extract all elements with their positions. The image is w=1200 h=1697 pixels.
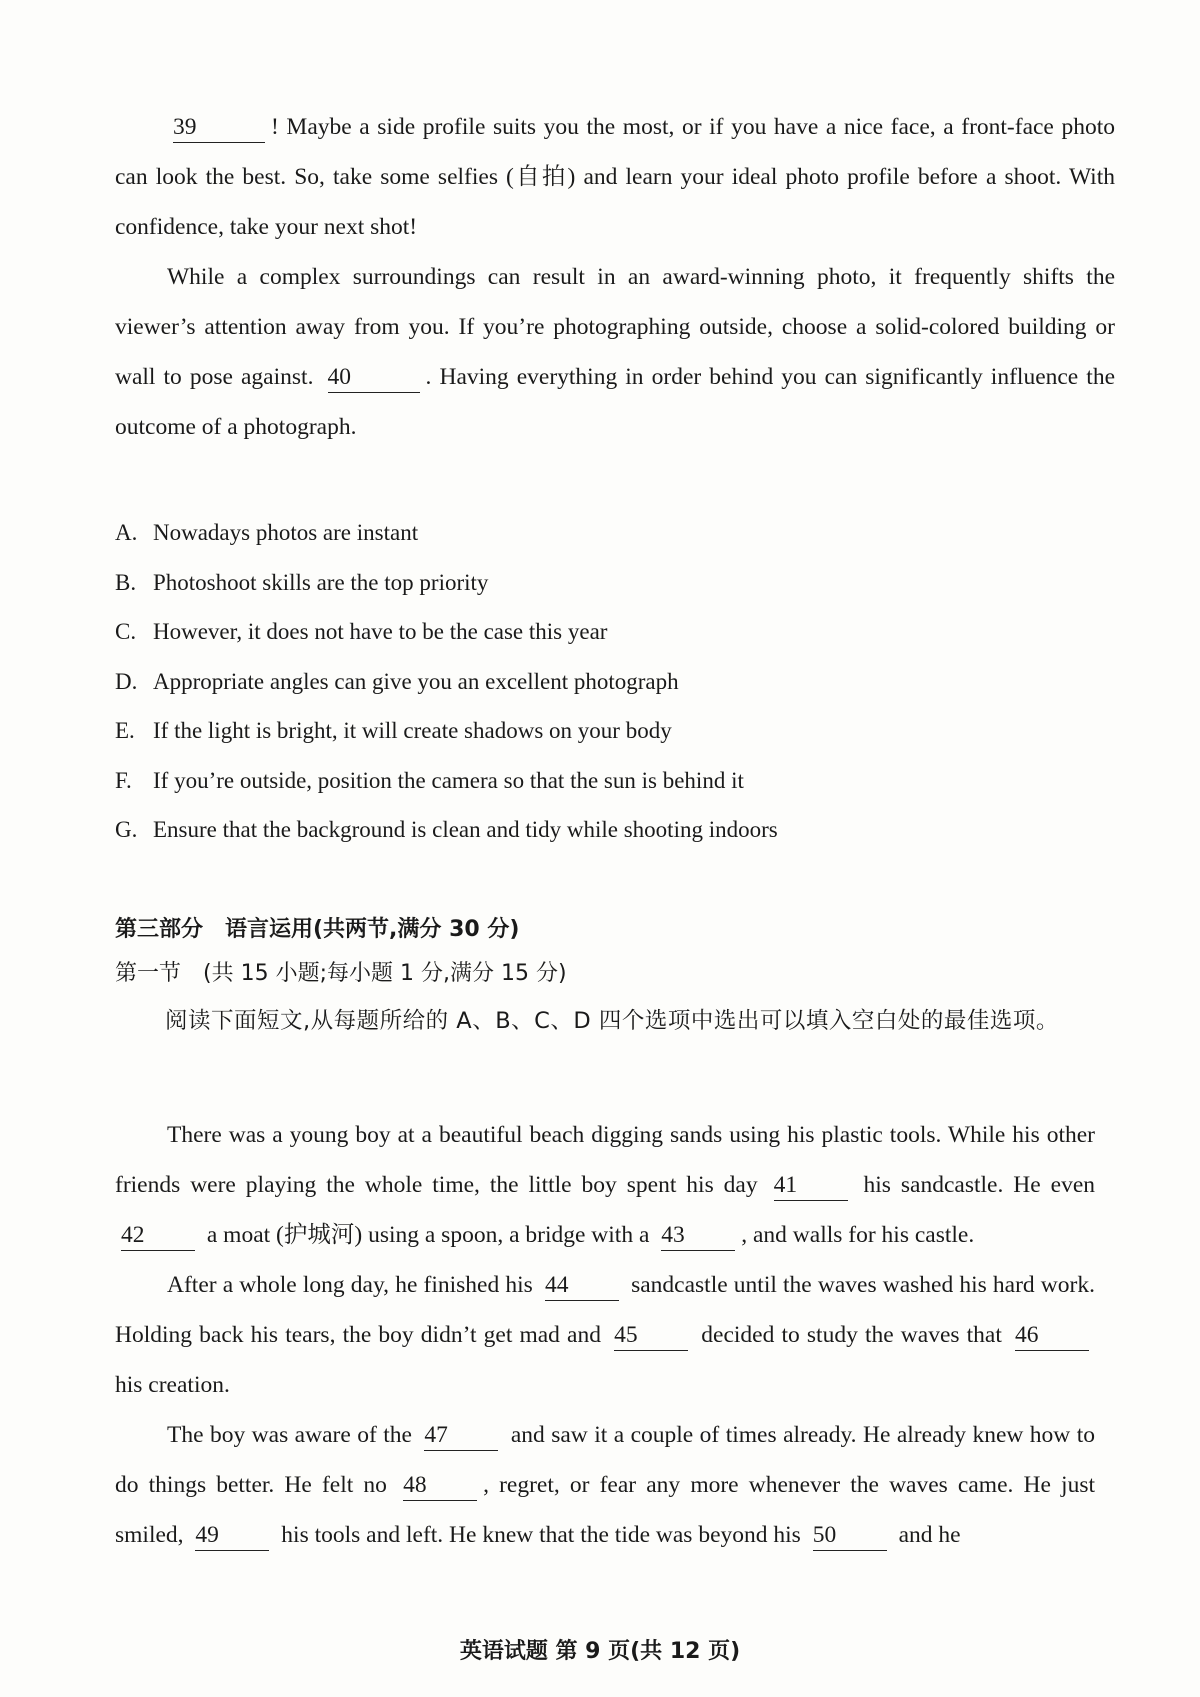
cloze-text: and he — [898, 1522, 961, 1548]
blank-43: 43 — [661, 1220, 735, 1251]
cloze-text: , and walls for his castle. — [741, 1222, 975, 1248]
cloze-text: his sandcastle. He even — [863, 1172, 1096, 1198]
option-a — [115, 508, 1115, 558]
blank-40: 40 — [328, 362, 420, 393]
option-b — [115, 558, 1115, 608]
section-title: 第三部分 语言运用(共两节,满分 30 分) — [115, 917, 520, 942]
option-text: Ensure that the background is clean and tidy while shooting indoors — [153, 817, 778, 842]
cloze-text: his tools and left. He knew that the tide was beyond his — [281, 1522, 801, 1548]
blank-46: 46 — [1015, 1320, 1089, 1351]
cloze-text: After a whole long day, he finished his — [167, 1272, 533, 1298]
option-letter: B. — [115, 569, 137, 595]
passage-paragraph-2 — [115, 252, 1115, 452]
cloze-text: and saw it a couple of times already. He already knew how to do things better. He felt no — [115, 1422, 1095, 1498]
cloze-text: decided to study the waves that — [701, 1322, 1002, 1348]
option-letter: C. — [115, 619, 137, 644]
cloze-paragraph-3 — [115, 1410, 1095, 1560]
blank-50: 50 — [813, 1520, 887, 1551]
blank-47: 47 — [424, 1420, 498, 1451]
cloze-paragraph-1 — [115, 1110, 1095, 1260]
option-letter: A. — [115, 520, 138, 545]
cloze-text: The boy was aware of the — [167, 1422, 412, 1448]
subsection-label: 第一节 — [115, 961, 182, 986]
option-text: If the light is bright, it will create shadows on your body — [153, 718, 672, 743]
top-passage — [115, 102, 1115, 452]
cloze-text: sandcastle until the waves washed his hard work. Holding back his tears, the boy didn’t get mad and — [115, 1272, 1095, 1348]
option-letter: E. — [115, 718, 135, 743]
blank-41: 41 — [774, 1170, 848, 1201]
subsection-detail: (共 15 小题;每小题 1 分,满分 15 分) — [203, 961, 567, 986]
answer-options — [115, 508, 1115, 855]
option-text: Appropriate angles can give you an excellent photograph — [153, 668, 679, 694]
blank-45: 45 — [614, 1320, 688, 1351]
blank-44: 44 — [545, 1270, 619, 1301]
subsection-heading — [115, 952, 1115, 996]
blank-42: 42 — [121, 1220, 195, 1251]
cloze-passage — [115, 1110, 1095, 1560]
option-letter: D. — [115, 668, 138, 694]
cloze-text: a moat (护城河) using a spoon, a bridge with a — [206, 1222, 650, 1248]
instructions: 阅读下面短文,从每题所给的 A、B、C、D 四个选项中选出可以填入空白处的最佳选项。 — [165, 1008, 1059, 1034]
option-text: Photoshoot skills are the top priority — [153, 569, 489, 595]
cloze-paragraph-2 — [115, 1260, 1095, 1410]
option-f — [115, 756, 1115, 806]
blank-49: 49 — [195, 1520, 269, 1551]
blank-39: 39 — [173, 112, 265, 143]
passage-text: . Having everything in order behind you can significantly influence the outcome of a photograph. — [115, 364, 1116, 440]
option-text: If you’re outside, position the camera so that the sun is behind it — [153, 767, 744, 793]
cloze-text: his creation. — [115, 1372, 230, 1398]
page-footer: 英语试题 第 9 页(共 12 页) — [459, 1639, 741, 1664]
passage-text: ! Maybe a side profile suits you the most, or if you have a nice face, a front-face photo can look the best. So, take some selfies (自拍) and learn your ideal photo profile before a shoot. With confidence, take your next shot! — [115, 114, 1115, 240]
passage-text: While a complex surroundings can result in an award-winning photo, it frequently shifts the viewer’s attention away from you. If you’re photographing outside, choose a solid-colored building or wall to pose against. — [115, 264, 1115, 390]
option-letter: G. — [115, 817, 138, 842]
blank-48: 48 — [403, 1470, 477, 1501]
cloze-text: , regret, or fear any more whenever the waves came. He just smiled, — [115, 1472, 1096, 1548]
cloze-text: There was a young boy at a beautiful beach digging sands using his plastic tools. While his other friends were playing the whole time, the little boy spent his day — [115, 1122, 1095, 1198]
option-c — [115, 607, 1115, 657]
option-g — [115, 805, 1115, 855]
option-d — [115, 657, 1115, 707]
option-letter: F. — [115, 767, 132, 793]
passage-paragraph-1 — [115, 102, 1115, 252]
option-text: However, it does not have to be the case this year — [153, 619, 608, 644]
option-e — [115, 706, 1115, 756]
option-text: Nowadays photos are instant — [153, 520, 419, 545]
section-three — [115, 908, 1115, 1046]
